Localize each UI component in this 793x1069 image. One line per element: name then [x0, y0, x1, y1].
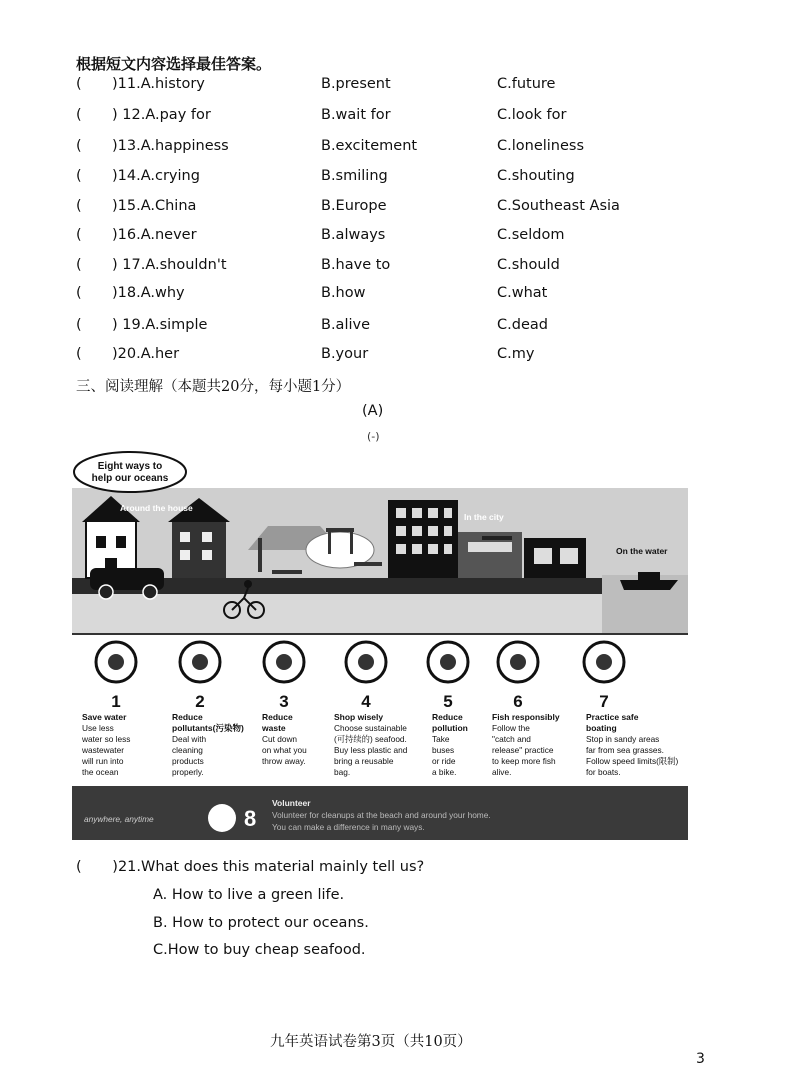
option-b: B. How to protect our oceans.	[153, 915, 369, 931]
option-b: B.present	[321, 76, 391, 92]
answer-paren: (	[76, 317, 82, 333]
way-text: the ocean	[82, 767, 119, 777]
way-text: wastewater	[82, 745, 124, 755]
icon-glyph	[596, 654, 612, 670]
banner-title: Volunteer	[272, 798, 311, 808]
passage-label: (A)	[362, 403, 384, 419]
option-b: B.alive	[321, 317, 371, 333]
label-water: On the water	[616, 546, 668, 556]
answer-paren: (	[76, 138, 82, 154]
question-row	[76, 76, 716, 98]
question-row	[76, 138, 716, 160]
way-text: Choose sustainable	[334, 723, 407, 733]
volunteer-hands-icon	[208, 804, 236, 832]
way-text: Follow speed limits(限制)	[586, 756, 679, 766]
way-text: bag.	[334, 767, 351, 777]
question-21	[76, 859, 424, 875]
way-title: waste	[262, 723, 286, 733]
way-text: bring a reusable	[334, 756, 394, 766]
question-row	[76, 346, 716, 368]
option-c: C.loneliness	[497, 138, 585, 154]
way-title: Reduce	[172, 712, 203, 722]
page-footer: 九年英语试卷第3页（共10页）	[270, 1034, 472, 1050]
label-house: Around the house	[120, 503, 193, 513]
option-c: C.shouting	[497, 168, 575, 184]
question-row	[76, 257, 716, 279]
way-number: 1	[111, 692, 121, 711]
infographic-svg	[72, 450, 688, 842]
option-b: B.Europe	[321, 198, 387, 214]
way-text: far from sea grasses.	[586, 745, 664, 755]
way-number: 6	[513, 692, 523, 711]
way-text: Take	[432, 734, 450, 744]
option-a: )20.A.her	[112, 346, 180, 362]
way-number: 2	[195, 692, 205, 711]
way-title: Fish responsibly	[492, 712, 560, 722]
way-text: a bike.	[432, 767, 457, 777]
option-b: B.have to	[321, 257, 391, 273]
way-title: pollution	[432, 723, 468, 733]
option-b: B.your	[321, 346, 369, 362]
way-text: on what you	[262, 745, 307, 755]
option-a: )15.A.China	[112, 198, 197, 214]
option-c: C.look for	[497, 107, 567, 123]
way-title: Reduce	[262, 712, 293, 722]
way-text: properly.	[172, 767, 204, 777]
way-text: buses	[432, 745, 455, 755]
option-b: B.wait for	[321, 107, 391, 123]
answer-paren: (	[76, 346, 82, 362]
answer-paren: (	[76, 227, 82, 243]
way-text: Follow the	[492, 723, 530, 733]
way-text: will run into	[82, 756, 124, 766]
way-text: to keep more fish	[492, 756, 556, 766]
option-c: C.future	[497, 76, 556, 92]
banner-line-2: You can make a difference in many ways.	[272, 822, 425, 832]
way-text: Stop in sandy areas	[586, 734, 660, 744]
option-a: )11.A.history	[112, 76, 205, 92]
banner-number: 8	[244, 806, 257, 831]
question-row	[76, 107, 716, 129]
option-a: ) 19.A.simple	[112, 317, 208, 333]
question-row	[76, 168, 716, 190]
instructions-heading: 根据短文内容选择最佳答案。	[76, 55, 272, 73]
ocean-infographic	[72, 450, 688, 842]
way-text: "catch and	[492, 734, 531, 744]
banner-left-text: anywhere, anytime	[84, 814, 154, 824]
option-c: C.dead	[497, 317, 548, 333]
question-stem: )21.What does this material mainly tell us?	[112, 859, 425, 875]
option-c: C.seldom	[497, 227, 565, 243]
title-line-2: help our oceans	[91, 473, 169, 484]
option-b: B.how	[321, 285, 366, 301]
way-text: water so less	[82, 734, 131, 744]
question-row	[76, 285, 716, 307]
icon-glyph	[192, 654, 208, 670]
answer-paren: (	[76, 859, 82, 875]
way-text: products	[172, 756, 204, 766]
icon-glyph	[440, 654, 456, 670]
way-text: cleaning	[172, 745, 203, 755]
option-a: )16.A.never	[112, 227, 197, 243]
section-title: 三、阅读理解（本题共20分，每小题1分）	[76, 379, 351, 395]
way-number: 3	[279, 692, 289, 711]
answer-paren: (	[76, 76, 82, 92]
question-row	[76, 198, 716, 220]
way-number: 5	[443, 692, 453, 711]
icon-glyph	[108, 654, 124, 670]
icon-glyph	[358, 654, 374, 670]
way-title: Practice safe	[586, 712, 639, 722]
option-a: )13.A.happiness	[112, 138, 229, 154]
way-text: Use less	[82, 723, 114, 733]
sidewalk	[72, 594, 688, 634]
way-title: boating	[586, 723, 617, 733]
way-title: Shop wisely	[334, 712, 384, 722]
way-text: Deal with	[172, 734, 207, 744]
way-title: Save water	[82, 712, 127, 722]
answer-paren: (	[76, 285, 82, 301]
answer-paren: (	[76, 107, 82, 123]
option-b: B.excitement	[321, 138, 418, 154]
way-number: 7	[599, 692, 609, 711]
way-text: (可持续的) seafood.	[334, 734, 407, 744]
answer-paren: (	[76, 168, 82, 184]
way-text: alive.	[492, 767, 512, 777]
way-text: Cut down	[262, 734, 298, 744]
option-b: B.always	[321, 227, 386, 243]
way-number: 4	[361, 692, 371, 711]
option-c: C.should	[497, 257, 560, 273]
way-title: pollutants(污染物)	[172, 723, 244, 733]
answer-paren: (	[76, 257, 82, 273]
page-number: 3	[696, 1051, 705, 1067]
option-a: A. How to live a green life.	[153, 887, 345, 903]
icon-glyph	[510, 654, 526, 670]
way-text: release" practice	[492, 745, 554, 755]
title-bubble	[74, 452, 186, 492]
road	[72, 578, 688, 594]
option-c: C.Southeast Asia	[497, 198, 620, 214]
label-city: In the city	[464, 512, 504, 522]
option-c: C.How to buy cheap seafood.	[153, 942, 366, 958]
option-a: ) 17.A.shouldn't	[112, 257, 227, 273]
banner-line-1: Volunteer for cleanups at the beach and around your home.	[272, 810, 491, 820]
way-text: or ride	[432, 756, 456, 766]
option-c: C.what	[497, 285, 548, 301]
way-text: throw away.	[262, 756, 306, 766]
way-text: for boats.	[586, 767, 621, 777]
way-text: Buy less plastic and	[334, 745, 408, 755]
option-a: )18.A.why	[112, 285, 185, 301]
answer-paren: (	[76, 198, 82, 214]
icon-glyph	[276, 654, 292, 670]
way-title: Reduce	[432, 712, 463, 722]
stray-mark: (-)	[367, 430, 380, 443]
question-row	[76, 227, 716, 249]
title-line-1: Eight ways to	[97, 461, 163, 472]
option-b: B.smiling	[321, 168, 388, 184]
question-row	[76, 317, 716, 339]
option-c: C.my	[497, 346, 535, 362]
option-a: )14.A.crying	[112, 168, 200, 184]
option-a: ) 12.A.pay for	[112, 107, 211, 123]
ways-list	[81, 642, 678, 777]
